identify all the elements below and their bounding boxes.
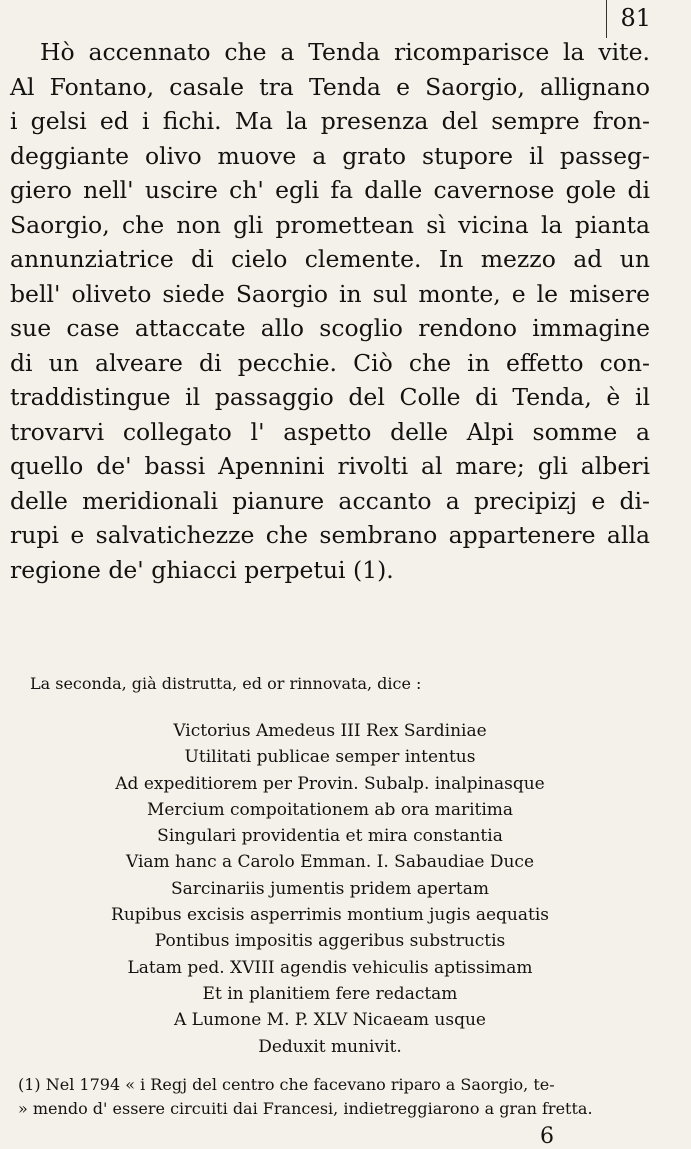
inscription-line: Viam hanc a Carolo Emman. I. Sabaudiae Duce [125, 852, 535, 873]
inscription-line: Rupibus excisis asperrimis montium jugis aequatis [111, 905, 549, 926]
inscription-line: A Lumone M. P. XLV Nicaeam usque [173, 1010, 486, 1031]
page-rule [606, 0, 607, 38]
body-line: sue case attaccate allo scoglio rendono immagine [10, 314, 650, 342]
inscription-line: Mercium compoitationem ab ora maritima [146, 799, 514, 820]
body-line: trovarvi collegato l' aspetto delle Alpi somme a [10, 417, 650, 446]
inscription-line: Pontibus impositis aggeribus substructis [154, 931, 506, 952]
inscription-line: Utilitati publicae semper intentus [184, 747, 476, 768]
footnote [18, 1073, 648, 1121]
body-line: Al Fontano, casale tra Tenda e Saorgio, allignano [10, 72, 650, 101]
body-line: delle meridionali pianure accanto a precipizj e di- [10, 486, 650, 515]
inscription-line: Sarcinariis jumentis pridem apertam [170, 878, 490, 899]
body-line: rupi e salvatichezze che sembrano appartenere alla [10, 521, 650, 549]
body-line: Hò accennato che a Tenda ricomparisce la vite. [40, 38, 650, 66]
body-line: quello de' bassi Apennini rivolti al mare; gli alberi [10, 452, 650, 480]
body-line: deggiante olivo muove a grato stupore il passeg- [10, 141, 650, 170]
inscription [95, 718, 565, 1060]
body-line: Saorgio, che non gli promettean sì vicina la pianta [10, 210, 650, 239]
inscription-line: Victorius Amedeus III Rex Sardiniae [173, 721, 487, 741]
body-line: di un alveare di pecchie. Ciò che in effetto con- [10, 348, 650, 377]
page-number: 81 [620, 4, 651, 32]
inscription-line: Latam ped. XVIII agendis vehiculis aptissimam [127, 957, 533, 978]
body-line: giero nell' uscire ch' egli fa dalle cavernose gole di [10, 176, 650, 204]
body-line: traddistingue il passaggio del Colle di Tenda, è il [10, 383, 650, 411]
body-line: annunziatrice di cielo clemente. In mezzo ad un [10, 245, 650, 273]
main-paragraph [10, 35, 650, 587]
inscription-intro: La seconda, già distrutta, ed or rinnovata, dice : [30, 674, 422, 693]
footnote-line: » mendo d' essere circuiti dai Francesi, indietreggiarono a gran fretta. [18, 1099, 593, 1118]
inscription-line: Et in planitiem fere redactam [202, 983, 458, 1004]
body-line: regione de' ghiacci perpetui (1). [10, 555, 394, 584]
inscription-line: Deduxit munivit. [258, 1036, 402, 1057]
body-line: bell' oliveto siede Saorgio in sul monte, e le misere [10, 279, 650, 308]
body-line: i gelsi ed i fichi. Ma la presenza del sempre fron- [10, 107, 650, 135]
inscription-line: Ad expeditiorem per Provin. Subalp. inalpinasque [115, 773, 545, 794]
inscription-line: Singulari providentia et mira constantia [157, 826, 503, 847]
signature-mark: 6 [540, 1124, 554, 1149]
footnote-line: (1) Nel 1794 « i Regj del centro che facevano riparo a Saorgio, te- [18, 1075, 555, 1094]
